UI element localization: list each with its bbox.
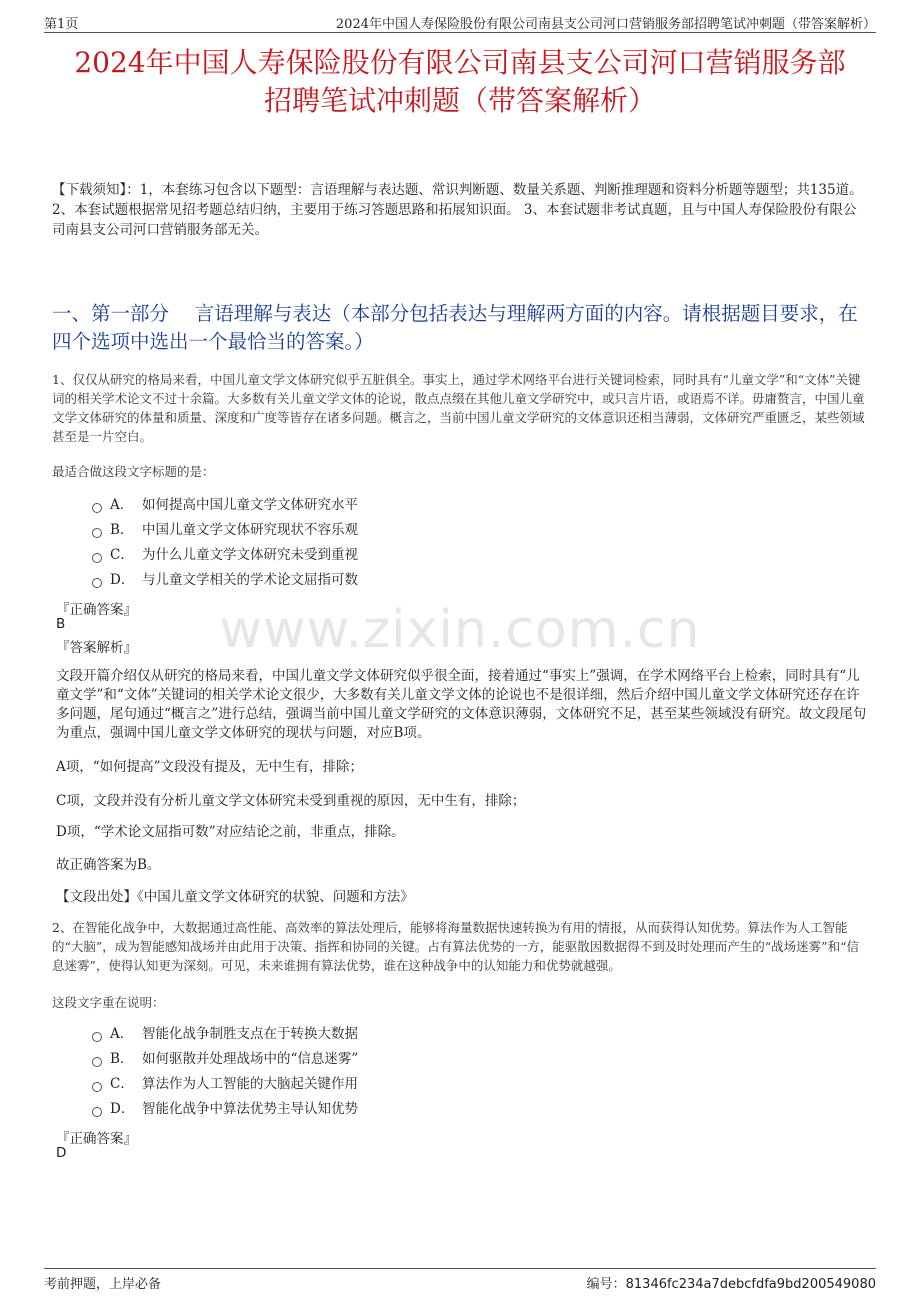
radio-icon[interactable] xyxy=(92,1082,102,1092)
q1-analysis: 文段开篇介绍仅从研究的格局来看，中国儿童文学文体研究似乎很全面，接着通过“事实上”强调，在学术网络平台上检索，同时具有“儿童文学”和“文体”关键词的相关学术论文很少，大多数有关儿童文学文体的论说也不是很详细，然后介绍中国儿童文学文体研究还存在许多问题，尾句通过“概言之”进行总结，强调当前中国儿童文学研究的文体意识薄弱，文体研究不足，甚至某些领域没有研究。故文段尾句为重点，强调中国儿童文学文体研究的现状与问题，对应B项。 xyxy=(56,668,867,741)
page-header xyxy=(44,10,876,33)
q1-analysis-label: 『答案解析』 xyxy=(56,640,137,656)
radio-icon[interactable] xyxy=(92,1107,102,1117)
q1-analysis-line: D项，“学术论文屈指可数”对应结论之前，非重点，排除。 xyxy=(56,824,405,840)
q1-source: 【文段出处】《中国儿童文学文体研究的状貌、问题和方法》 xyxy=(56,889,414,905)
radio-icon[interactable] xyxy=(92,1032,102,1042)
section-heading: 一、第一部分 言语理解与表达（本部分包括表达与理解两方面的内容。请根据题目要求，在四个选项中选出一个最恰当的答案。） xyxy=(52,302,858,353)
q1-analysis-line: C项，文段并没有分析儿童文学文体研究未受到重视的原因，无中生有，排除； xyxy=(56,793,526,809)
radio-icon[interactable] xyxy=(92,528,102,538)
q1-option-c[interactable]: C． 为什么儿童文学文体研究未受到重视 xyxy=(92,545,358,565)
document-title xyxy=(44,44,876,120)
q2-answer-label: 『正确答案』 xyxy=(56,1131,137,1147)
title-line-2: 招聘笔试冲刺题（带答案解析） xyxy=(263,84,656,117)
q2-option-d[interactable]: D． 智能化战争中算法优势主导认知优势 xyxy=(92,1099,358,1119)
q1-analysis-line: 故正确答案为B。 xyxy=(56,857,161,873)
footer-slogan: 考前押题，上岸必备 xyxy=(44,1277,162,1292)
question-1-prompt: 最适合做这段文字标题的是： xyxy=(52,464,215,479)
footer-code-value: 81346fc234a7debcfdfa9bd200549080 xyxy=(625,1277,876,1292)
header-doc-title: 2024年中国人寿保险股份有限公司南县支公司河口营销服务部招聘笔试冲刺题（带答案解析） xyxy=(335,17,876,32)
watermark: www.zixin.com.cn xyxy=(219,600,701,660)
q2-option-a[interactable]: A． 智能化战争制胜支点在于转换大数据 xyxy=(92,1024,358,1044)
question-2-text: 2、在智能化战争中，大数据通过高性能、高效率的算法处理后，能够将海量数据快速转换为有用的情报，从而获得认知优势。算法作为人工智能的“大脑”，成为智能感知战场并由此用于决策、指挥和协同的关键。占有算法优势的一方，能驱散因数据得不到及时处理而产生的“战场迷雾”和“信息迷雾”，使得认知更为深刻。可见，未来谁拥有算法优势，谁在这种战争中的认知能力和优势就越强。 xyxy=(52,920,859,973)
q1-answer-label: 『正确答案』 xyxy=(56,602,137,618)
q1-answer: B xyxy=(56,616,66,632)
radio-icon[interactable] xyxy=(92,578,102,588)
q1-analysis-line: A项，“如何提高”文段没有提及，无中生有，排除； xyxy=(56,759,364,775)
page-footer xyxy=(44,1268,876,1295)
question-2-prompt: 这段文字重在说明： xyxy=(52,995,165,1010)
radio-icon[interactable] xyxy=(92,1057,102,1067)
question-1-text: 1、仅仅从研究的格局来看，中国儿童文学文体研究似乎五脏俱全。事实上，通过学术网络平台进行关键词检索，同时具有“儿童文学”和“文体”关键词的相关学术论文不过十余篇。大多数有关儿童文学文体的论说，散点点缀在其他儿童文学研究中，或只言片语，或语焉不详。毋庸赘言，中国儿童文学文体研究的体量和质量、深度和广度等皆存在诸多问题。概言之，当前中国儿童文学研究的文体意识还相当薄弱，文体研究严重匮乏，某些领域甚至是一片空白。 xyxy=(52,372,865,444)
footer-code xyxy=(587,1273,876,1292)
q1-option-b[interactable]: B． 中国儿童文学文体研究现状不容乐观 xyxy=(92,520,358,540)
title-line-1: 2024年中国人寿保险股份有限公司南县支公司河口营销服务部 xyxy=(74,46,846,79)
q2-option-c[interactable]: C． 算法作为人工智能的大脑起关键作用 xyxy=(92,1074,358,1094)
q1-option-a[interactable]: A． 如何提高中国儿童文学文体研究水平 xyxy=(92,495,358,515)
radio-icon[interactable] xyxy=(92,503,102,513)
q2-answer: D xyxy=(56,1145,67,1161)
download-notice: 【下载须知】：1，本套练习包含以下题型：言语理解与表达题、常识判断题、数量关系题、判断推理题和资料分析题等题型；共135道。 2、本套试题根据常见招考题总结归纳，主要用于练习答题思路和拓展知识面。 3、本套试题非考试真题，且与中国人寿保险股份有限公司南县支公司河口营销服务部无关。 xyxy=(52,182,863,238)
q1-option-d[interactable]: D． 与儿童文学相关的学术论文屈指可数 xyxy=(92,570,358,590)
footer-code-label: 编号： xyxy=(586,1277,626,1292)
radio-icon[interactable] xyxy=(92,553,102,563)
page-number: 第1页 xyxy=(44,17,79,32)
q2-option-b[interactable]: B． 如何驱散并处理战场中的“信息迷雾” xyxy=(92,1049,358,1069)
